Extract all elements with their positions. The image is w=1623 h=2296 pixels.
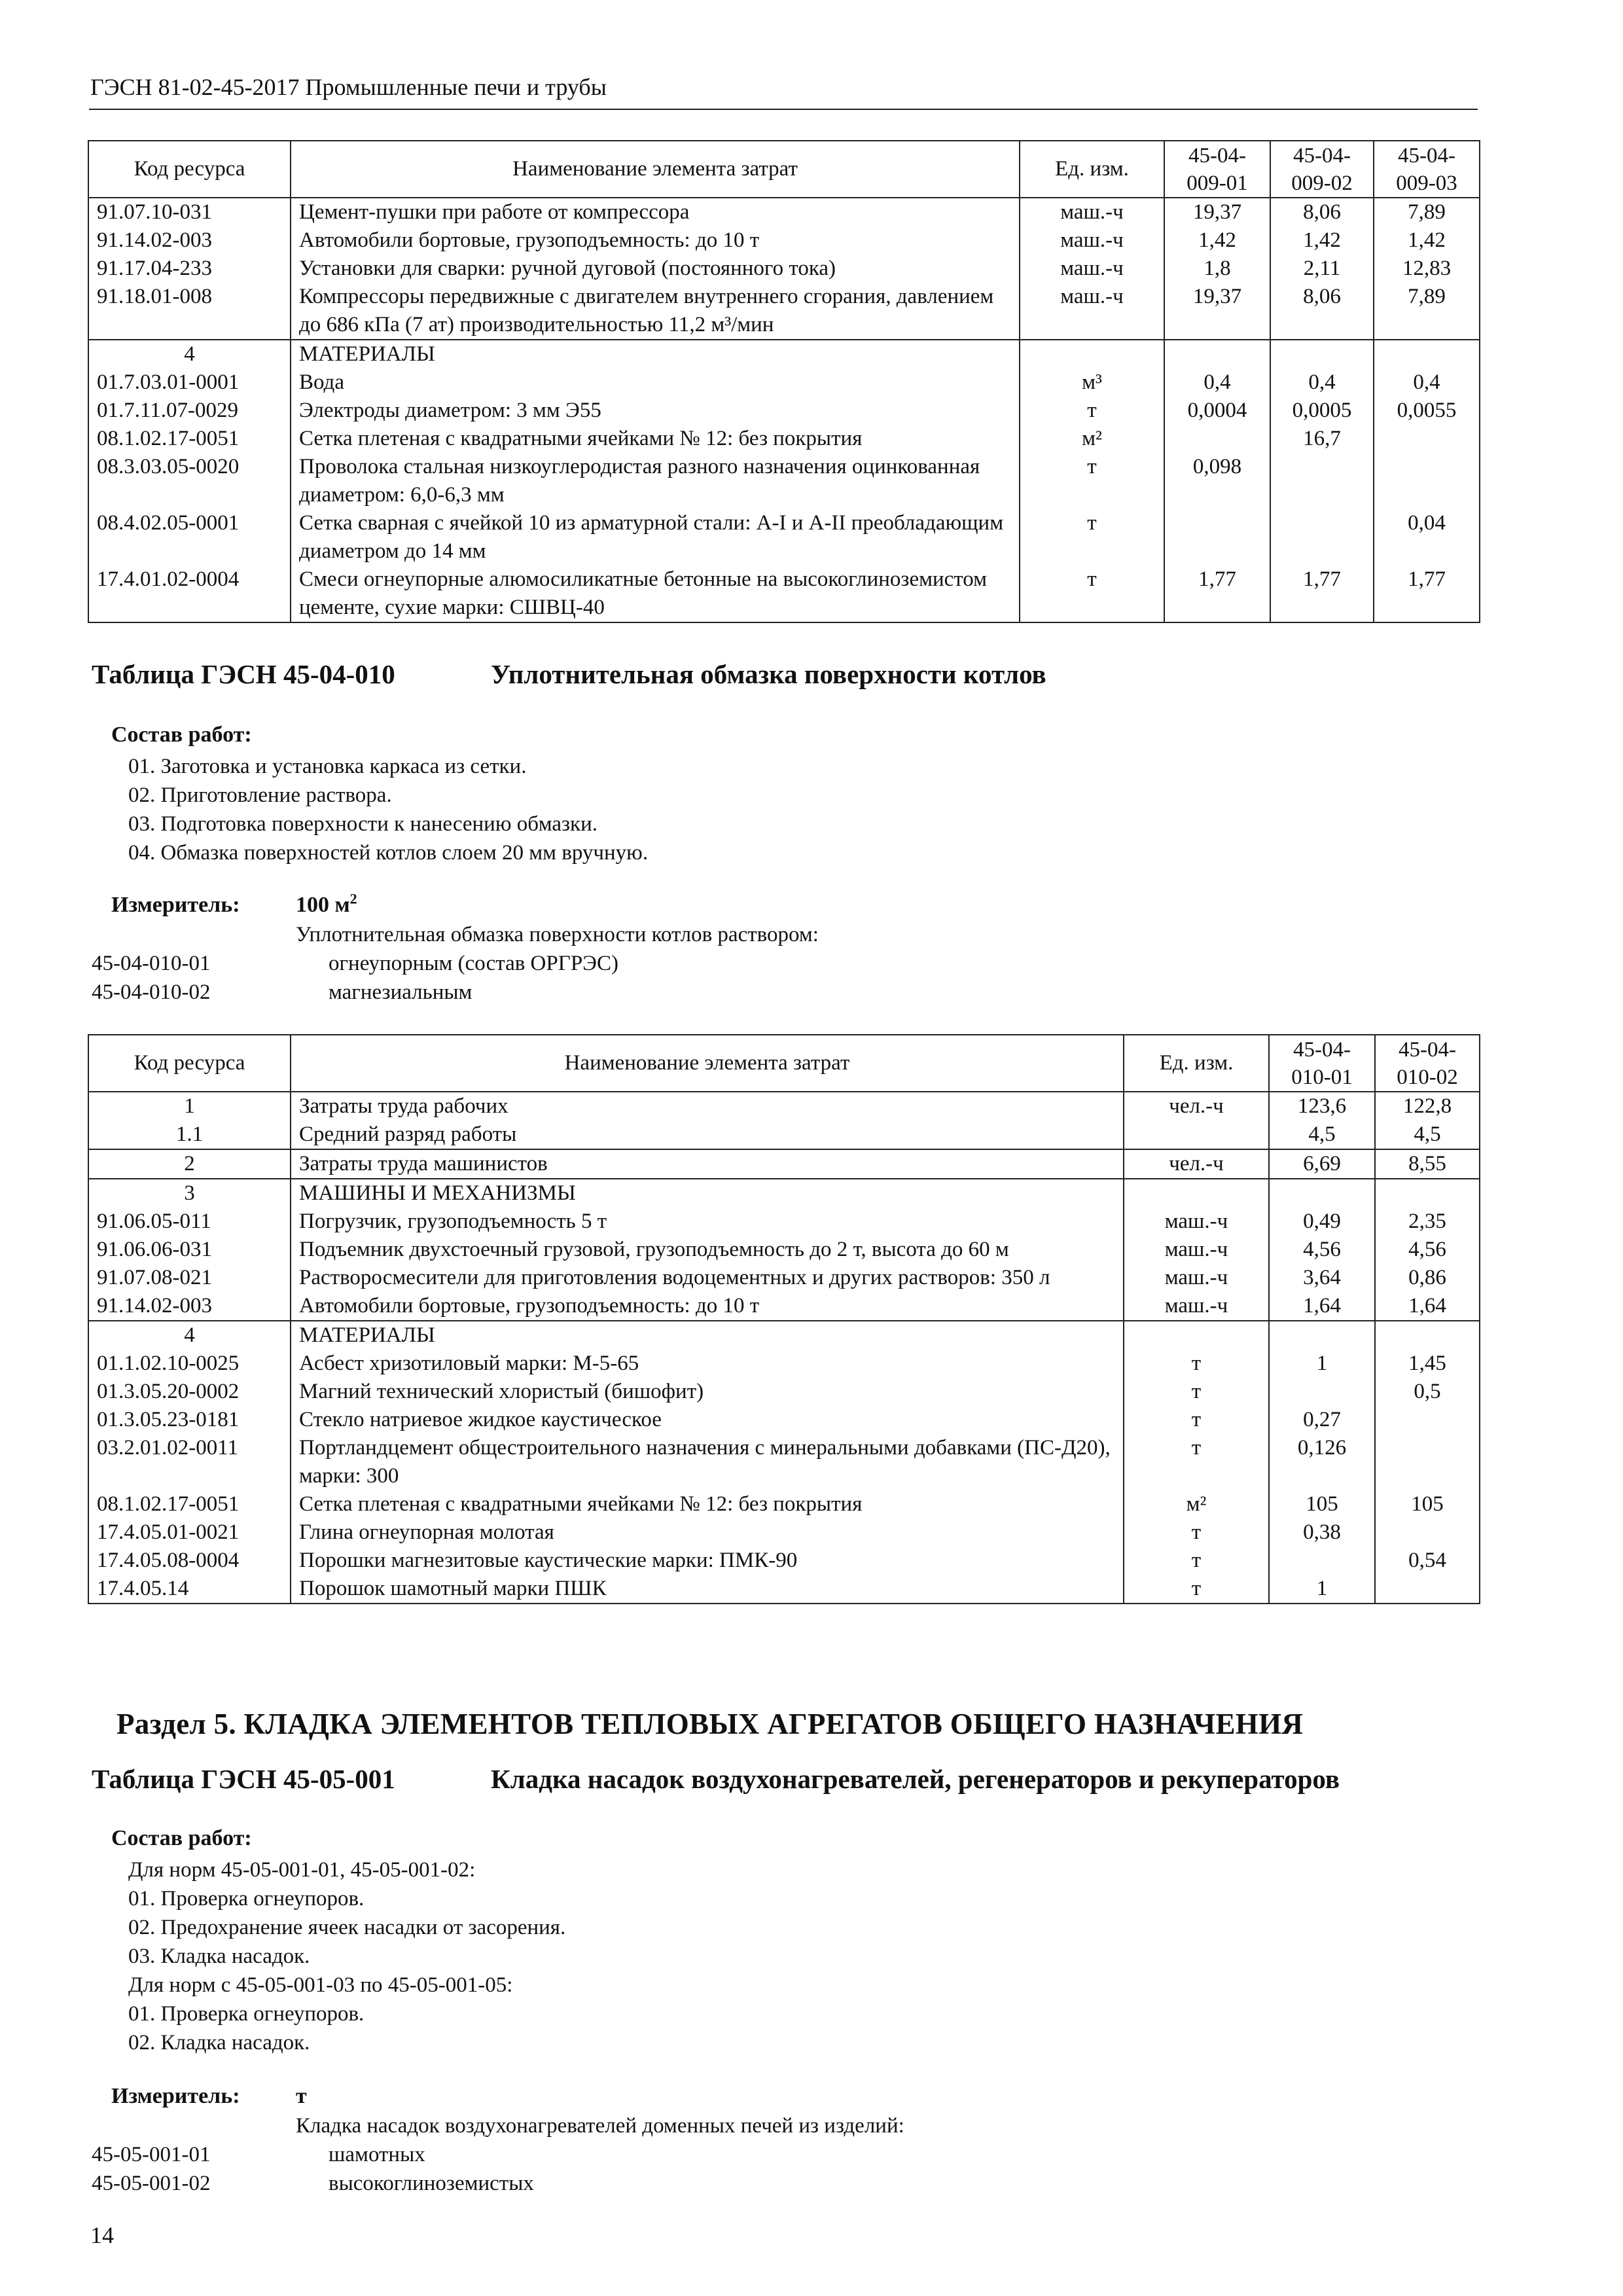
- cell-value: 1,45: [1375, 1350, 1480, 1378]
- cell-value: [1269, 1179, 1375, 1208]
- cell-value: 3,64: [1269, 1264, 1375, 1292]
- table-row: [88, 340, 1480, 368]
- norm-intro: Кладка насадок воздухонагревателей доменных печей из изделий:: [296, 2114, 904, 2138]
- cell-unit: м²: [1124, 1490, 1269, 1518]
- table-title-code: Таблица ГЭСН 45-04-010: [92, 659, 395, 689]
- cell-value: [1374, 340, 1480, 368]
- cell-value: [1375, 1518, 1480, 1547]
- cell-code: 91.07.08-021: [88, 1264, 291, 1292]
- work-item: 02. Приготовление раствора.: [128, 783, 392, 807]
- cell-unit: маш.-ч: [1124, 1208, 1269, 1236]
- table-row: [88, 509, 1480, 565]
- cell-code: 08.3.03.05-0020: [88, 453, 291, 509]
- cell-unit: маш.-ч: [1124, 1236, 1269, 1264]
- cell-code: 3: [88, 1179, 291, 1208]
- cell-name: Затраты труда рабочих: [291, 1092, 1124, 1121]
- cell-code: 91.07.10-031: [88, 198, 291, 226]
- cell-unit: т: [1124, 1575, 1269, 1604]
- cell-value: 0,5: [1375, 1378, 1480, 1406]
- cell-value: 4,5: [1269, 1121, 1375, 1149]
- table-row: [88, 1149, 1480, 1179]
- cell-value: 0,0055: [1374, 397, 1480, 425]
- meter-label: Измеритель:: [111, 2084, 240, 2108]
- table-row: [88, 368, 1480, 397]
- col-header-name: Наименование элемента затрат: [291, 141, 1020, 198]
- cell-name: Сетка плетеная с квадратными ячейками № 12: без покрытия: [291, 425, 1020, 453]
- cell-value: [1375, 1575, 1480, 1604]
- cell-name: Портландцемент общестроительного назначения с минеральными добавками (ПС-Д20), марки: 300: [291, 1434, 1124, 1490]
- cell-code: 17.4.05.08-0004: [88, 1547, 291, 1575]
- cell-name: Сетка плетеная с квадратными ячейками № 12: без покрытия: [291, 1490, 1124, 1518]
- cell-value: [1269, 1321, 1375, 1350]
- norm-code: 45-04-010-01: [92, 952, 211, 975]
- cell-value: 105: [1375, 1490, 1480, 1518]
- works-label: Состав работ:: [111, 1826, 252, 1850]
- cell-name: Погрузчик, грузоподъемность 5 т: [291, 1208, 1124, 1236]
- works-list: [128, 752, 648, 867]
- cell-value: 0,126: [1269, 1434, 1375, 1490]
- table-row: [88, 255, 1480, 283]
- table-row: [88, 1547, 1480, 1575]
- col-header-norm: 45-04- 009-01: [1164, 141, 1270, 198]
- cell-value: 0,0005: [1270, 397, 1374, 425]
- section-title: Раздел 5. КЛАДКА ЭЛЕМЕНТОВ ТЕПЛОВЫХ АГРЕГАТОВ ОБЩЕГО НАЗНАЧЕНИЯ: [116, 1708, 1304, 1740]
- cell-value: 8,55: [1375, 1149, 1480, 1179]
- norm-name: огнеупорным (состав ОРГРЭС): [329, 952, 618, 975]
- cell-value: [1270, 509, 1374, 565]
- cell-value: 0,54: [1375, 1547, 1480, 1575]
- page-number: 14: [90, 2222, 114, 2248]
- cell-code: 17.4.01.02-0004: [88, 565, 291, 622]
- table-title-code: Таблица ГЭСН 45-05-001: [92, 1764, 395, 1794]
- table-row: [88, 226, 1480, 255]
- cell-value: [1164, 509, 1270, 565]
- cell-code: 08.1.02.17-0051: [88, 425, 291, 453]
- work-item: 03. Кладка насадок.: [128, 1945, 310, 1968]
- cell-value: [1375, 1179, 1480, 1208]
- cell-value: 2,35: [1375, 1208, 1480, 1236]
- norm-name: высокоглиноземистых: [329, 2172, 534, 2195]
- cell-value: 122,8: [1375, 1092, 1480, 1121]
- cell-value: 4,56: [1375, 1236, 1480, 1264]
- cell-name: Вода: [291, 368, 1020, 397]
- cell-name: Цемент-пушки при работе от компрессора: [291, 198, 1020, 226]
- table-row: [88, 1434, 1480, 1490]
- cell-value: 0,098: [1164, 453, 1270, 509]
- cell-value: 12,83: [1374, 255, 1480, 283]
- cell-name: МАТЕРИАЛЫ: [291, 340, 1020, 368]
- cell-value: 8,06: [1270, 198, 1374, 226]
- table-row: [88, 425, 1480, 453]
- table-row: [88, 1406, 1480, 1434]
- cell-value: 1,42: [1374, 226, 1480, 255]
- norm-name: магнезиальным: [329, 980, 473, 1004]
- table-title-name: Кладка насадок воздухонагревателей, регенераторов и рекуператоров: [491, 1764, 1340, 1794]
- cell-unit: маш.-ч: [1020, 255, 1164, 283]
- work-item: 02. Кладка насадок.: [128, 2031, 310, 2054]
- work-item: 01. Проверка огнеупоров.: [128, 2002, 365, 2026]
- cell-name: Асбест хризотиловый марки: М-5-65: [291, 1350, 1124, 1378]
- cell-value: 0,4: [1164, 368, 1270, 397]
- col-header-unit: Ед. изм.: [1020, 141, 1164, 198]
- cell-name: Средний разряд работы: [291, 1121, 1124, 1149]
- cell-unit: м²: [1020, 425, 1164, 453]
- table-row: [88, 1208, 1480, 1236]
- cell-value: [1164, 340, 1270, 368]
- cell-value: 105: [1269, 1490, 1375, 1518]
- table-row: [88, 1575, 1480, 1604]
- cell-value: [1375, 1406, 1480, 1434]
- col-header-code: Код ресурса: [88, 1035, 291, 1092]
- cell-unit: [1124, 1121, 1269, 1149]
- cell-name: Порошок шамотный марки ПШК: [291, 1575, 1124, 1604]
- cell-name: Порошки магнезитовые каустические марки: ПМК-90: [291, 1547, 1124, 1575]
- cell-name: Подъемник двухстоечный грузовой, грузоподъемность до 2 т, высота до 60 м: [291, 1236, 1124, 1264]
- table-row: [88, 1179, 1480, 1208]
- cell-value: 1,77: [1164, 565, 1270, 622]
- cell-value: 1,77: [1374, 565, 1480, 622]
- cell-value: 19,37: [1164, 198, 1270, 226]
- cell-code: 08.4.02.05-0001: [88, 509, 291, 565]
- cell-name: Сетка сварная с ячейкой 10 из арматурной стали: А-I и А-II преобладающим диаметром до 14 мм: [291, 509, 1020, 565]
- cell-value: [1270, 340, 1374, 368]
- cell-code: 91.06.06-031: [88, 1236, 291, 1264]
- cell-value: 1,77: [1270, 565, 1374, 622]
- table-row: [88, 1092, 1480, 1121]
- meter-value: т: [296, 2084, 307, 2108]
- table-row: [88, 1121, 1480, 1149]
- cell-value: [1164, 425, 1270, 453]
- cell-unit: маш.-ч: [1020, 283, 1164, 340]
- cell-name: МАШИНЫ И МЕХАНИЗМЫ: [291, 1179, 1124, 1208]
- cell-unit: т: [1124, 1547, 1269, 1575]
- cell-unit: т: [1124, 1378, 1269, 1406]
- col-header-norm: 45-04- 009-03: [1374, 141, 1480, 198]
- cell-code: 2: [88, 1149, 291, 1179]
- cell-code: 01.1.02.10-0025: [88, 1350, 291, 1378]
- cell-value: 123,6: [1269, 1092, 1375, 1121]
- cell-value: 19,37: [1164, 283, 1270, 340]
- cell-code: 1.1: [88, 1121, 291, 1149]
- cell-value: 1: [1269, 1575, 1375, 1604]
- cell-code: 1: [88, 1092, 291, 1121]
- cell-value: 0,86: [1375, 1264, 1480, 1292]
- cell-unit: [1020, 340, 1164, 368]
- cell-value: [1375, 1321, 1480, 1350]
- cell-unit: т: [1020, 453, 1164, 509]
- cell-name: Установки для сварки: ручной дуговой (постоянного тока): [291, 255, 1020, 283]
- cell-value: [1269, 1378, 1375, 1406]
- table-row: [88, 1292, 1480, 1321]
- cell-unit: м³: [1020, 368, 1164, 397]
- cell-value: 0,4: [1374, 368, 1480, 397]
- running-header: ГЭСН 81-02-45-2017 Промышленные печи и трубы: [90, 74, 607, 100]
- cell-value: 6,69: [1269, 1149, 1375, 1179]
- meter-value: 100 $м^2$: [296, 890, 357, 917]
- cell-code: 17.4.05.14: [88, 1575, 291, 1604]
- cell-unit: маш.-ч: [1020, 198, 1164, 226]
- cell-value: 2,11: [1270, 255, 1374, 283]
- cell-name: Магний технический хлористый (бишофит): [291, 1378, 1124, 1406]
- works-label: Состав работ:: [111, 723, 252, 747]
- table-header-row: [88, 141, 1480, 198]
- cell-code: 91.17.04-233: [88, 255, 291, 283]
- cell-value: 1,42: [1164, 226, 1270, 255]
- col-header-code: Код ресурса: [88, 141, 291, 198]
- cell-name: Глина огнеупорная молотая: [291, 1518, 1124, 1547]
- cell-unit: т: [1020, 565, 1164, 622]
- cell-value: 1,64: [1375, 1292, 1480, 1321]
- work-item: 01. Проверка огнеупоров.: [128, 1887, 365, 1910]
- cell-value: [1269, 1547, 1375, 1575]
- table-row: [88, 397, 1480, 425]
- table-row: [88, 1378, 1480, 1406]
- cell-code: 91.14.02-003: [88, 1292, 291, 1321]
- work-item: Для норм с 45-05-001-03 по 45-05-001-05:: [128, 1973, 513, 1997]
- norm-intro: Уплотнительная обмазка поверхности котлов раствором:: [296, 923, 819, 946]
- work-item: 02. Предохранение ячеек насадки от засорения.: [128, 1916, 566, 1939]
- cell-value: 0,49: [1269, 1208, 1375, 1236]
- cell-name: Компрессоры передвижные с двигателем внутреннего сгорания, давлением до 686 кПа (7 ат) производительностью 11,2 м³/мин: [291, 283, 1020, 340]
- cell-value: [1374, 453, 1480, 509]
- cell-unit: чел.-ч: [1124, 1092, 1269, 1121]
- work-item: 04. Обмазка поверхностей котлов слоем 20 мм вручную.: [128, 841, 649, 865]
- cell-code: 01.3.05.20-0002: [88, 1378, 291, 1406]
- cell-unit: чел.-ч: [1124, 1149, 1269, 1179]
- work-item: 03. Подготовка поверхности к нанесению обмазки.: [128, 812, 597, 836]
- cell-value: 0,04: [1374, 509, 1480, 565]
- table-row: [88, 453, 1480, 509]
- norm-name: шамотных: [329, 2143, 425, 2166]
- cell-value: 0,38: [1269, 1518, 1375, 1547]
- cell-value: 0,27: [1269, 1406, 1375, 1434]
- col-header-norm: 45-04- 010-02: [1375, 1035, 1480, 1092]
- cell-unit: [1124, 1321, 1269, 1350]
- cell-unit: маш.-ч: [1124, 1264, 1269, 1292]
- cell-name: Автомобили бортовые, грузоподъемность: до 10 т: [291, 1292, 1124, 1321]
- works-list: [128, 1856, 565, 2057]
- cell-name: Автомобили бортовые, грузоподъемность: до 10 т: [291, 226, 1020, 255]
- cell-name: Электроды диаметром: 3 мм Э55: [291, 397, 1020, 425]
- table-row: [88, 1518, 1480, 1547]
- cell-code: 91.14.02-003: [88, 226, 291, 255]
- table-row: [88, 1350, 1480, 1378]
- cell-code: 03.2.01.02-0011: [88, 1434, 291, 1490]
- cell-unit: т: [1020, 397, 1164, 425]
- cell-value: [1375, 1434, 1480, 1490]
- cell-name: Проволока стальная низкоуглеродистая разного назначения оцинкованная диаметром: 6,0-6,3 мм: [291, 453, 1020, 509]
- table-title: [92, 1763, 1479, 1796]
- cell-name: Растворосмесители для приготовления водоцементных и других растворов: 350 л: [291, 1264, 1124, 1292]
- cell-value: 8,06: [1270, 283, 1374, 340]
- header-rule: [89, 109, 1478, 110]
- cell-code: 17.4.05.01-0021: [88, 1518, 291, 1547]
- table-row: [88, 1490, 1480, 1518]
- cell-code: 4: [88, 340, 291, 368]
- work-item: Для норм 45-05-001-01, 45-05-001-02:: [128, 1858, 476, 1882]
- cell-unit: [1124, 1179, 1269, 1208]
- cell-unit: т: [1124, 1406, 1269, 1434]
- resource-table-45-04-010: [88, 1034, 1480, 1604]
- cell-value: 7,89: [1374, 198, 1480, 226]
- cell-code: 91.06.05-011: [88, 1208, 291, 1236]
- cell-value: 1,64: [1269, 1292, 1375, 1321]
- cell-unit: маш.-ч: [1020, 226, 1164, 255]
- cell-value: 4,5: [1375, 1121, 1480, 1149]
- cell-value: 1: [1269, 1350, 1375, 1378]
- table-title-name: Уплотнительная обмазка поверхности котлов: [491, 659, 1046, 689]
- cell-code: 01.7.03.01-0001: [88, 368, 291, 397]
- cell-value: [1270, 453, 1374, 509]
- cell-name: Затраты труда машинистов: [291, 1149, 1124, 1179]
- work-item: 01. Заготовка и установка каркаса из сетки.: [128, 755, 527, 778]
- col-header-norm: 45-04- 010-01: [1269, 1035, 1375, 1092]
- cell-value: [1374, 425, 1480, 453]
- cell-value: 4,56: [1269, 1236, 1375, 1264]
- table-row: [88, 198, 1480, 226]
- col-header-name: Наименование элемента затрат: [291, 1035, 1124, 1092]
- table-row: [88, 565, 1480, 622]
- cell-code: 4: [88, 1321, 291, 1350]
- cell-name: Смеси огнеупорные алюмосиликатные бетонные на высокоглиноземистом цементе, сухие марки: СШВЦ-40: [291, 565, 1020, 622]
- resource-table-45-04-009: [88, 140, 1480, 623]
- cell-unit: т: [1124, 1350, 1269, 1378]
- table-row: [88, 1236, 1480, 1264]
- col-header-unit: Ед. изм.: [1124, 1035, 1269, 1092]
- cell-code: 01.7.11.07-0029: [88, 397, 291, 425]
- table-row: [88, 283, 1480, 340]
- cell-value: 1,8: [1164, 255, 1270, 283]
- norm-code: 45-05-001-01: [92, 2143, 211, 2166]
- cell-value: 1,42: [1270, 226, 1374, 255]
- cell-unit: т: [1124, 1518, 1269, 1547]
- cell-value: 16,7: [1270, 425, 1374, 453]
- cell-code: 01.3.05.23-0181: [88, 1406, 291, 1434]
- cell-name: Стекло натриевое жидкое каустическое: [291, 1406, 1124, 1434]
- col-header-norm: 45-04- 009-02: [1270, 141, 1374, 198]
- table-header-row: [88, 1035, 1480, 1092]
- cell-value: 7,89: [1374, 283, 1480, 340]
- norm-code: 45-05-001-02: [92, 2172, 211, 2195]
- meter-label: Измеритель:: [111, 893, 240, 917]
- cell-unit: т: [1124, 1434, 1269, 1490]
- cell-code: 08.1.02.17-0051: [88, 1490, 291, 1518]
- cell-unit: маш.-ч: [1124, 1292, 1269, 1321]
- cell-code: 91.18.01-008: [88, 283, 291, 340]
- cell-value: 0,4: [1270, 368, 1374, 397]
- norm-code: 45-04-010-02: [92, 980, 211, 1004]
- cell-value: 0,0004: [1164, 397, 1270, 425]
- cell-unit: т: [1020, 509, 1164, 565]
- table-row: [88, 1321, 1480, 1350]
- table-title: [92, 658, 1466, 691]
- cell-name: МАТЕРИАЛЫ: [291, 1321, 1124, 1350]
- table-row: [88, 1264, 1480, 1292]
